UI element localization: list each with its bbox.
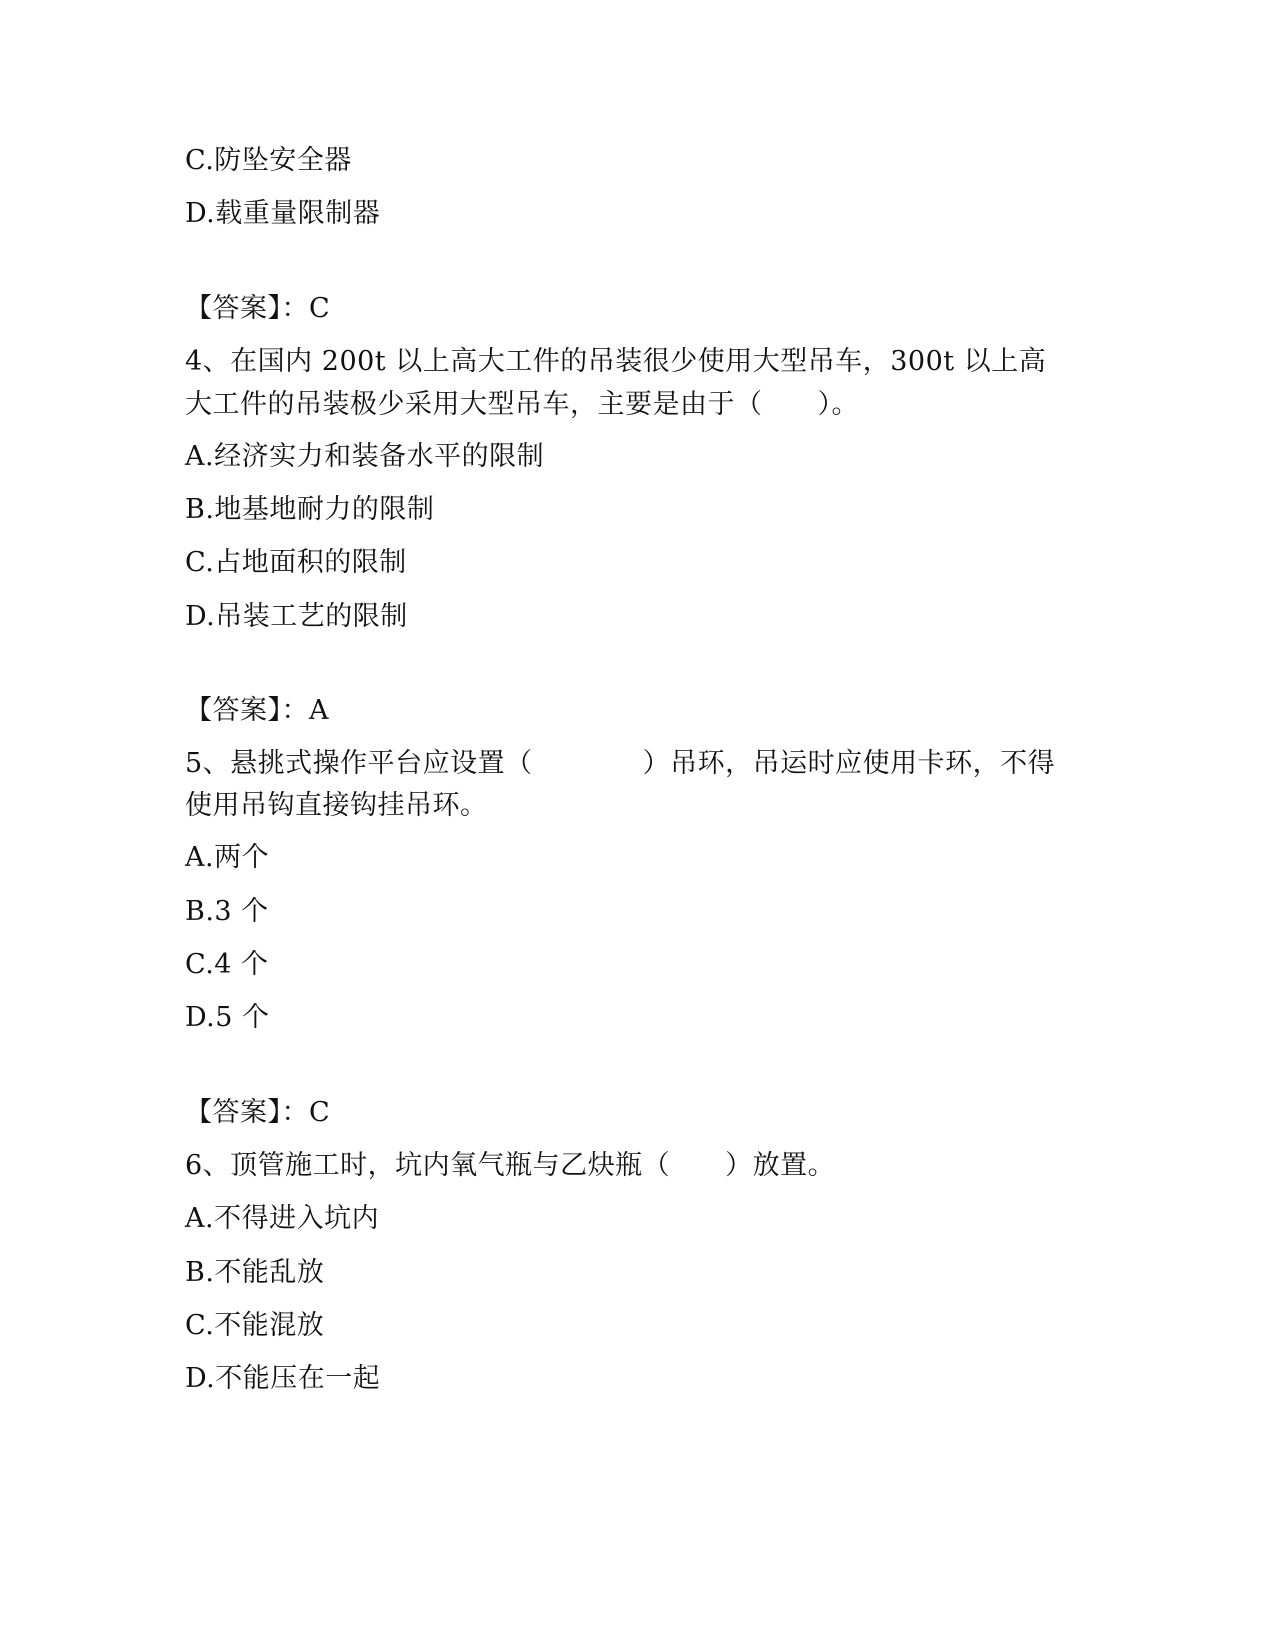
q6-option-b: B.不能乱放 (185, 1257, 325, 1288)
q4-stem-line2: 大工件的吊装极少采用大型吊车，主要是由于（ ）。 (185, 389, 859, 420)
q4-option-c: C.占地面积的限制 (185, 547, 407, 578)
q3-option-c: C.防坠安全器 (185, 145, 352, 176)
q3-answer: 【答案】：C (185, 293, 331, 324)
q4-answer: 【答案】：A (185, 695, 329, 726)
q6-option-a: A.不得进入坑内 (185, 1203, 380, 1234)
q4-option-a: A.经济实力和装备水平的限制 (185, 441, 545, 472)
q3-option-d: D.载重量限制器 (185, 198, 381, 229)
q5-answer: 【答案】：C (185, 1097, 331, 1128)
q5-stem-line1: 5、悬挑式操作平台应设置（ ）吊环，吊运时应使用卡环，不得 (185, 748, 1056, 779)
q4-option-d: D.吊装工艺的限制 (185, 601, 408, 632)
q5-option-a: A.两个 (185, 842, 270, 873)
q5-option-b: B.3 个 (185, 896, 269, 927)
q6-option-d: D.不能压在一起 (185, 1363, 381, 1394)
q5-option-c: C.4 个 (185, 949, 269, 980)
q6-stem-line1: 6、顶管施工时，坑内氧气瓶与乙炔瓶（ ）放置。 (185, 1150, 836, 1181)
q6-option-c: C.不能混放 (185, 1310, 325, 1341)
q4-option-b: B.地基地耐力的限制 (185, 494, 435, 525)
q4-stem-line1: 4、在国内 200t 以上高大工件的吊装很少使用大型吊车，300t 以上高 (185, 346, 1047, 377)
q5-option-d: D.5 个 (185, 1002, 270, 1033)
q5-stem-line2: 使用吊钩直接钩挂吊环。 (185, 790, 488, 821)
